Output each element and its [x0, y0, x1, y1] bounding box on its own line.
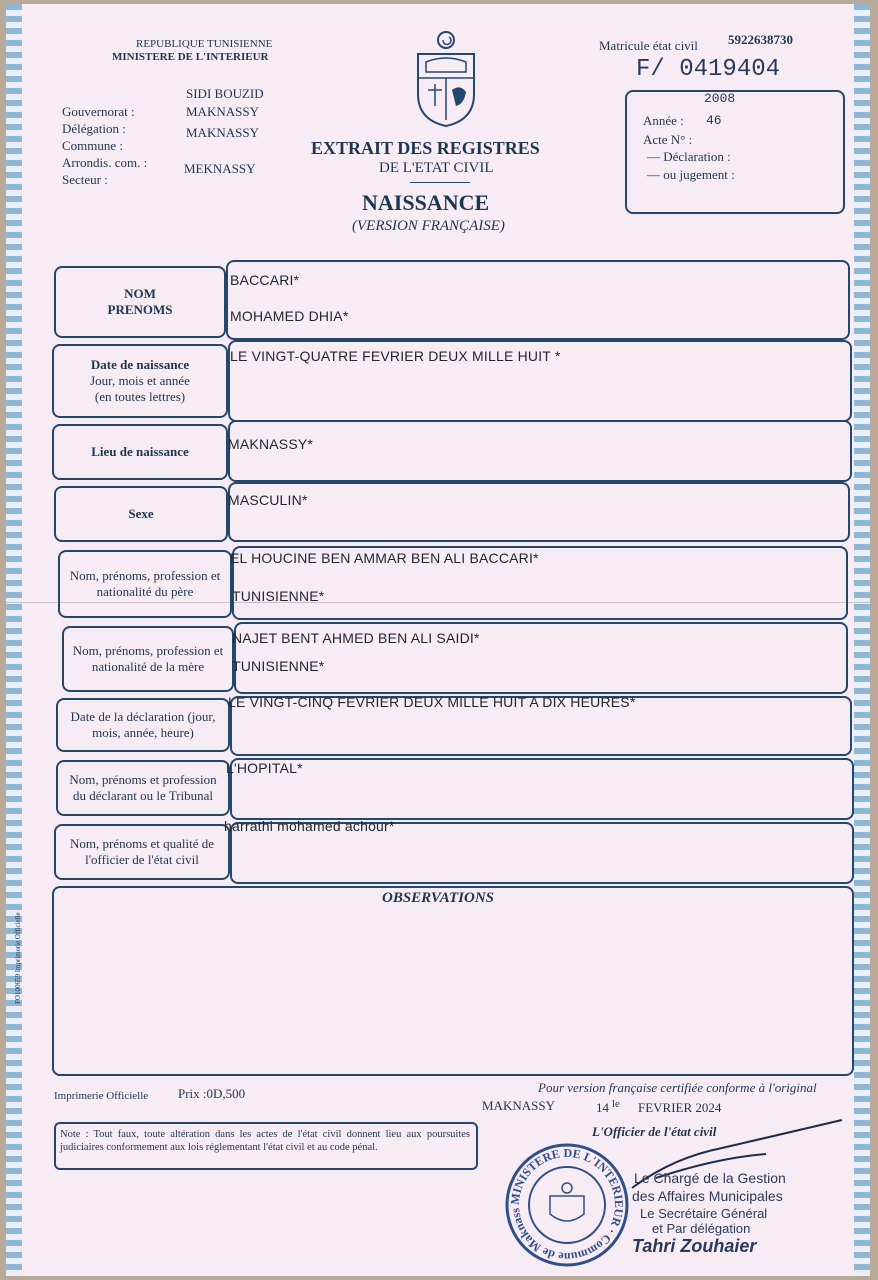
imprimerie-text: Imprimerie Officielle — [54, 1090, 149, 1102]
title-extrait: EXTRAIT DES REGISTRES — [311, 138, 540, 158]
date-naissance-sublabel-1: Jour, mois et année — [90, 373, 190, 388]
mere-value-nationality: TUNISIENNE* — [232, 658, 325, 674]
pere-value-nationality: TUNISIENNE* — [232, 588, 325, 604]
gouvernorat-label: Gouvernorat : — [62, 104, 135, 119]
jugement-label: — ou jugement : — [647, 167, 735, 182]
officier-title: L'Officier de l'état civil — [592, 1124, 717, 1139]
lieu-naissance-label-box — [52, 424, 228, 480]
arrondis-value: MEKNASSY — [184, 161, 256, 176]
matricule-value: 5922638730 — [728, 32, 793, 47]
sexe-value-box — [228, 482, 850, 542]
date-naissance-label: Date de naissance — [90, 357, 190, 372]
officier-label: Nom, prénoms et qualité de l'officier de l'état civil — [69, 836, 215, 867]
decorative-border-right — [854, 4, 870, 1276]
nom-prenoms-label-box — [54, 266, 226, 338]
delegation-value: MAKNASSY — [186, 104, 259, 119]
pere-label: Nom, prénoms, profession et nationalité du père — [69, 568, 221, 599]
commune-label: Commune : — [62, 138, 124, 153]
lieu-naissance-label: Lieu de naissance — [91, 444, 189, 459]
date-naissance-sublabel-2: (en toutes lettres) — [94, 389, 186, 404]
sexe-value: MASCULIN* — [228, 492, 308, 508]
stamp-text: MINISTERE DE L'INTERIEUR · Commune de Maknass — [507, 1145, 627, 1265]
signature-line-3: Le Secrétaire Général — [640, 1206, 768, 1221]
day-text: 14 — [596, 1100, 609, 1115]
mere-label: Nom, prénoms, profession et nationalité de la mère — [72, 643, 224, 674]
sexe-label-box — [54, 486, 228, 542]
title-etat-civil: DE L'ETAT CIVIL — [379, 160, 494, 176]
prenoms-label: PRENOMS — [107, 302, 173, 317]
date-text: FEVRIER 2024 — [638, 1100, 722, 1115]
signature-line-4: et Par délégation — [652, 1221, 751, 1236]
declaration-date-value: LE VINGT-CINQ FEVRIER DEUX MILLE HUIT A DIX HEURES* — [228, 694, 636, 710]
nom-label: NOM — [124, 286, 156, 301]
matricule-label: Matricule état civil — [599, 38, 698, 53]
observations-title: OBSERVATIONS — [382, 890, 494, 906]
annee-value: 46 — [706, 113, 722, 128]
document-page — [6, 4, 870, 1276]
commune-value: MAKNASSY — [186, 125, 259, 140]
date-naissance-value: LE VINGT-QUATRE FEVRIER DEUX MILLE HUIT * — [230, 348, 561, 364]
note-text: Note : Tout faux, toute altération dans les actes de l'état civil donnent lieu aux poursuites judiciaires conformement aux lois réglementant l'état civil et au code pénal. — [60, 1129, 470, 1153]
title-naissance: NAISSANCE — [362, 190, 490, 215]
coat-of-arms-emblem — [410, 28, 482, 128]
nom-prenoms-value-box — [226, 260, 850, 340]
mere-label-box — [62, 626, 234, 692]
sexe-label: Sexe — [128, 506, 154, 521]
official-stamp — [502, 1140, 632, 1270]
annee-label: Année : — [643, 113, 684, 128]
decorative-border-left — [6, 4, 22, 1276]
mere-value-name: NAJET BENT AHMED BEN ALI SAIDI* — [232, 630, 480, 646]
svg-text:MINISTERE DE L'INTERIEUR · Com — [502, 1140, 626, 1264]
republic-text: REPUBLIQUE TUNISIENNE — [136, 38, 273, 50]
officier-label-box — [54, 824, 230, 880]
declarant-value: L'HOPITAL* — [226, 760, 303, 776]
secteur-label: Secteur : — [62, 172, 108, 187]
ministry-text: MINISTERE DE L'INTERIEUR — [112, 51, 269, 63]
prix-text: Prix :0D,500 — [178, 1086, 246, 1101]
signature-line-2: des Affaires Municipales — [632, 1188, 783, 1204]
acte-label: Acte N° : — [643, 132, 693, 147]
date-naissance-label-box — [52, 344, 228, 418]
declarant-label: Nom, prénoms et profession du déclarant ou le Tribunal — [69, 772, 217, 803]
lieu-naissance-value-box — [228, 420, 852, 482]
pere-value-name: EL HOUCINE BEN AMMAR BEN ALI BACCARI* — [230, 550, 539, 566]
officier-value: harrathi mohamed achour* — [224, 818, 395, 834]
declaration-label: — Déclaration : — [647, 149, 731, 164]
nom-value: BACCARI* — [230, 272, 300, 288]
gouvernorat-value: SIDI BOUZID — [186, 86, 264, 101]
serial-number: F/ 0419404 — [636, 56, 781, 83]
acte-year: 2008 — [704, 91, 736, 106]
observations-box — [52, 886, 854, 1076]
declarant-label-box — [56, 760, 230, 816]
le-text: le — [612, 1098, 620, 1110]
signature-stroke — [626, 1118, 846, 1198]
declarant-value-box — [230, 758, 854, 820]
title-version: (VERSION FRANÇAISE) — [352, 218, 505, 234]
arrondis-label: Arrondis. com. : — [62, 155, 148, 170]
certifiee-text: Pour version française certifiée conforme à l'original — [538, 1080, 817, 1095]
prenoms-value: MOHAMED DHIA* — [230, 308, 349, 324]
delegation-label: Délégation : — [62, 121, 126, 136]
signatory-name: Tahri Zouhaier — [632, 1236, 757, 1256]
pere-label-box — [58, 550, 232, 618]
declaration-date-label-box — [56, 698, 230, 752]
lieu-naissance-value: MAKNASSY* — [228, 436, 314, 452]
signature-line-1: Le Chargé de la Gestion — [634, 1170, 786, 1186]
place-text: MAKNASSY — [482, 1098, 555, 1113]
printer-code: FO100659 Imprimerie Officielle — [14, 912, 22, 1004]
declaration-date-label: Date de la déclaration (jour, mois, année, heure) — [70, 709, 216, 740]
title-divider — [410, 182, 470, 183]
